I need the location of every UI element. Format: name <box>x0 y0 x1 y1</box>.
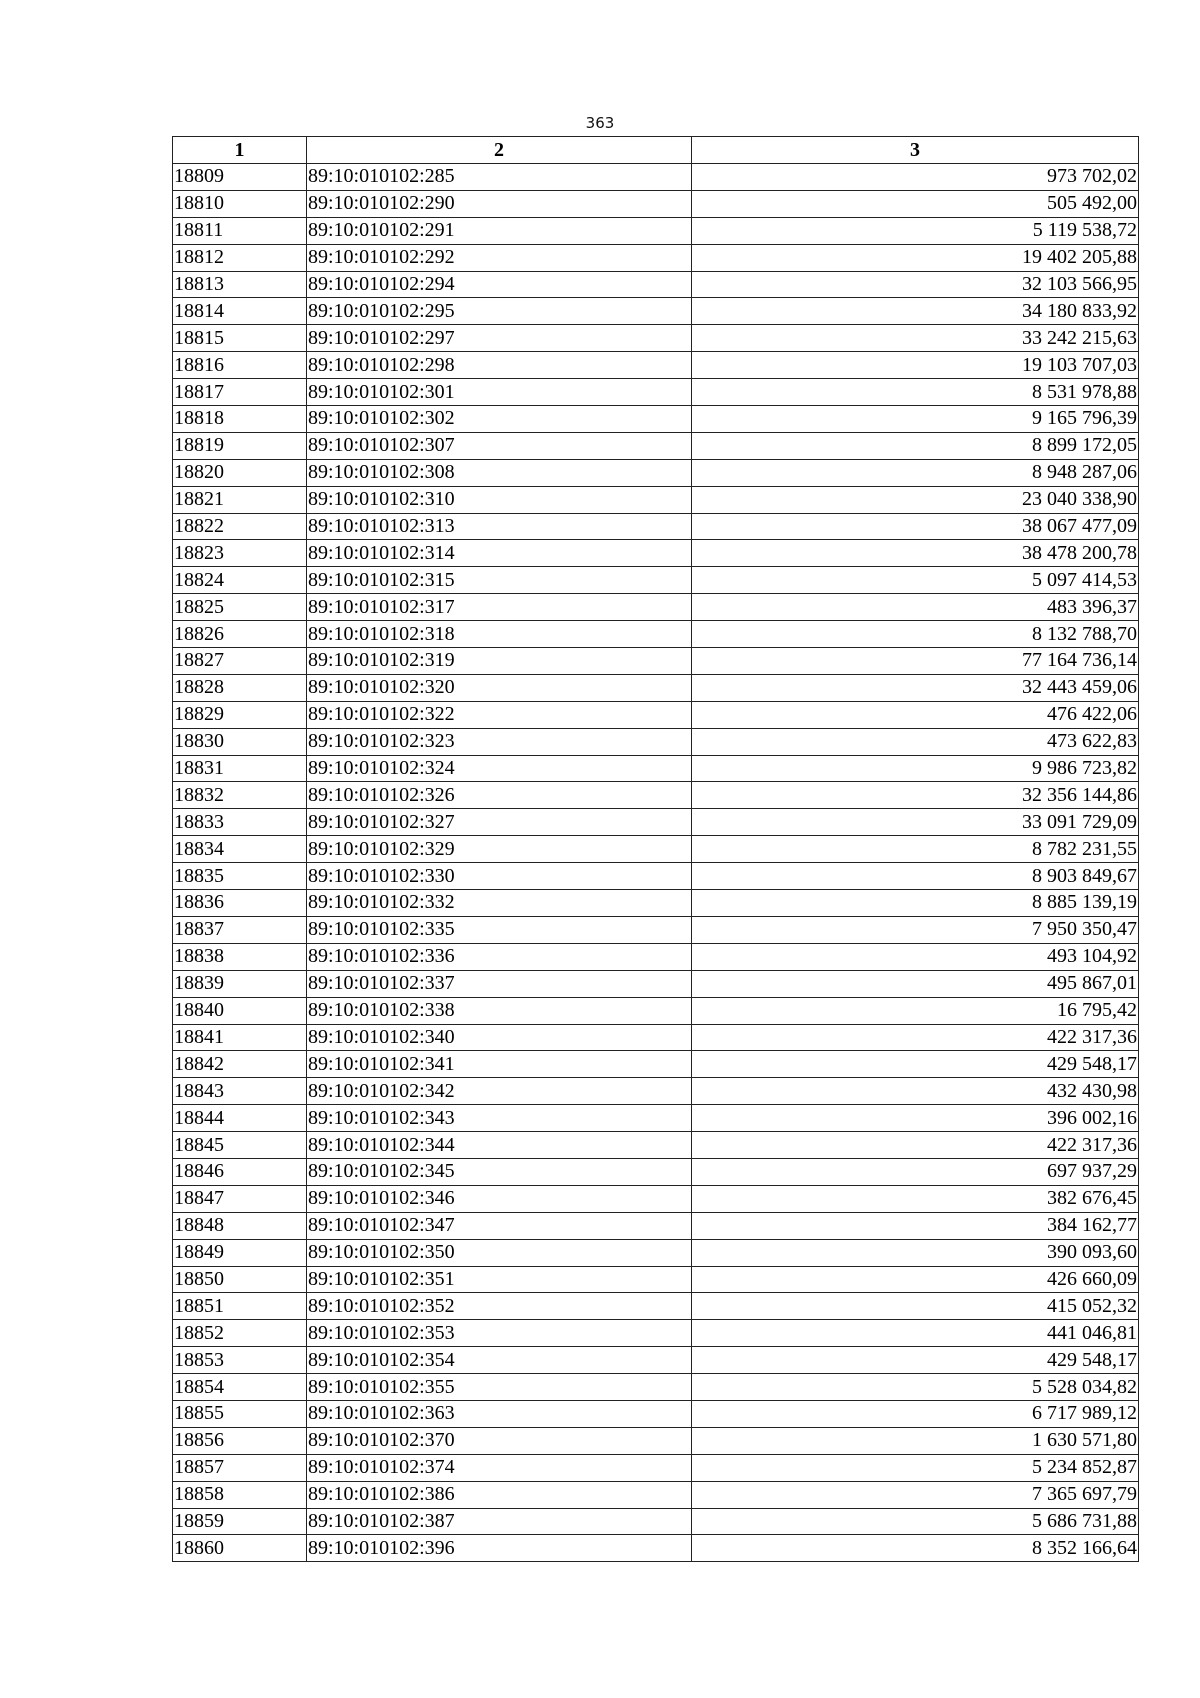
row-number-cell: 18841 <box>173 1024 307 1051</box>
cadastral-number-cell: 89:10:010102:307 <box>307 432 692 459</box>
cadastral-number-cell: 89:10:010102:370 <box>307 1427 692 1454</box>
row-number-cell: 18849 <box>173 1239 307 1266</box>
cadastral-number-cell: 89:10:010102:318 <box>307 621 692 648</box>
cadastral-number-cell: 89:10:010102:337 <box>307 970 692 997</box>
value-cell: 38 067 477,09 <box>692 513 1139 540</box>
cadastral-number-cell: 89:10:010102:352 <box>307 1293 692 1320</box>
cadastral-number-cell: 89:10:010102:319 <box>307 648 692 675</box>
value-cell: 6 717 989,12 <box>692 1400 1139 1427</box>
table-row <box>173 1400 1139 1427</box>
value-cell: 396 002,16 <box>692 1105 1139 1132</box>
table-row <box>173 755 1139 782</box>
row-number-cell: 18845 <box>173 1132 307 1159</box>
row-number-cell: 18840 <box>173 997 307 1024</box>
cadastral-number-cell: 89:10:010102:323 <box>307 728 692 755</box>
row-number-cell: 18851 <box>173 1293 307 1320</box>
table-row <box>173 379 1139 406</box>
cadastral-number-cell: 89:10:010102:341 <box>307 1051 692 1078</box>
value-cell: 1 630 571,80 <box>692 1427 1139 1454</box>
value-cell: 38 478 200,78 <box>692 540 1139 567</box>
value-cell: 422 317,36 <box>692 1024 1139 1051</box>
cadastral-number-cell: 89:10:010102:302 <box>307 406 692 433</box>
value-cell: 33 091 729,09 <box>692 809 1139 836</box>
value-cell: 493 104,92 <box>692 943 1139 970</box>
row-number-cell: 18822 <box>173 513 307 540</box>
table-row <box>173 164 1139 191</box>
cadastral-number-cell: 89:10:010102:326 <box>307 782 692 809</box>
cadastral-number-cell: 89:10:010102:322 <box>307 701 692 728</box>
page-number: 363 <box>585 114 615 132</box>
table-row <box>173 271 1139 298</box>
value-cell: 19 402 205,88 <box>692 244 1139 271</box>
table-row <box>173 1535 1139 1562</box>
column-header-1: 1 <box>173 137 307 164</box>
table-row <box>173 244 1139 271</box>
table-row <box>173 1293 1139 1320</box>
row-number-cell: 18833 <box>173 809 307 836</box>
value-cell: 7 365 697,79 <box>692 1481 1139 1508</box>
cadastral-number-cell: 89:10:010102:310 <box>307 486 692 513</box>
value-cell: 9 165 796,39 <box>692 406 1139 433</box>
value-cell: 505 492,00 <box>692 190 1139 217</box>
row-number-cell: 18825 <box>173 594 307 621</box>
value-cell: 476 422,06 <box>692 701 1139 728</box>
cadastral-number-cell: 89:10:010102:340 <box>307 1024 692 1051</box>
table-row <box>173 567 1139 594</box>
value-cell: 483 396,37 <box>692 594 1139 621</box>
value-cell: 8 531 978,88 <box>692 379 1139 406</box>
row-number-cell: 18837 <box>173 916 307 943</box>
table-body <box>173 164 1139 1562</box>
cadastral-number-cell: 89:10:010102:354 <box>307 1347 692 1374</box>
table-row <box>173 1051 1139 1078</box>
value-cell: 8 903 849,67 <box>692 863 1139 890</box>
cadastral-number-cell: 89:10:010102:329 <box>307 836 692 863</box>
cadastral-number-cell: 89:10:010102:297 <box>307 325 692 352</box>
value-cell: 23 040 338,90 <box>692 486 1139 513</box>
cadastral-number-cell: 89:10:010102:315 <box>307 567 692 594</box>
table-row <box>173 540 1139 567</box>
value-cell: 5 234 852,87 <box>692 1454 1139 1481</box>
value-cell: 9 986 723,82 <box>692 755 1139 782</box>
value-cell: 390 093,60 <box>692 1239 1139 1266</box>
value-cell: 32 103 566,95 <box>692 271 1139 298</box>
row-number-cell: 18860 <box>173 1535 307 1562</box>
cadastral-number-cell: 89:10:010102:332 <box>307 890 692 917</box>
table-row <box>173 325 1139 352</box>
row-number-cell: 18854 <box>173 1374 307 1401</box>
row-number-cell: 18816 <box>173 352 307 379</box>
value-cell: 8 948 287,06 <box>692 459 1139 486</box>
row-number-cell: 18844 <box>173 1105 307 1132</box>
value-cell: 8 132 788,70 <box>692 621 1139 648</box>
table-row <box>173 1024 1139 1051</box>
value-cell: 973 702,02 <box>692 164 1139 191</box>
value-cell: 32 356 144,86 <box>692 782 1139 809</box>
value-cell: 432 430,98 <box>692 1078 1139 1105</box>
value-cell: 495 867,01 <box>692 970 1139 997</box>
row-number-cell: 18853 <box>173 1347 307 1374</box>
row-number-cell: 18857 <box>173 1454 307 1481</box>
table-row <box>173 863 1139 890</box>
column-header-2: 2 <box>307 137 692 164</box>
table-row <box>173 1374 1139 1401</box>
cadastral-number-cell: 89:10:010102:292 <box>307 244 692 271</box>
table-row <box>173 809 1139 836</box>
value-cell: 426 660,09 <box>692 1266 1139 1293</box>
cadastral-number-cell: 89:10:010102:355 <box>307 1374 692 1401</box>
cadastral-number-cell: 89:10:010102:386 <box>307 1481 692 1508</box>
cadastral-number-cell: 89:10:010102:285 <box>307 164 692 191</box>
cadastral-number-cell: 89:10:010102:301 <box>307 379 692 406</box>
row-number-cell: 18829 <box>173 701 307 728</box>
row-number-cell: 18834 <box>173 836 307 863</box>
table-row <box>173 916 1139 943</box>
table-row <box>173 1320 1139 1347</box>
row-number-cell: 18848 <box>173 1212 307 1239</box>
cadastral-number-cell: 89:10:010102:353 <box>307 1320 692 1347</box>
table-row <box>173 674 1139 701</box>
row-number-cell: 18817 <box>173 379 307 406</box>
cadastral-number-cell: 89:10:010102:324 <box>307 755 692 782</box>
cadastral-number-cell: 89:10:010102:313 <box>307 513 692 540</box>
table-row <box>173 1347 1139 1374</box>
row-number-cell: 18821 <box>173 486 307 513</box>
value-cell: 422 317,36 <box>692 1132 1139 1159</box>
cadastral-number-cell: 89:10:010102:343 <box>307 1105 692 1132</box>
value-cell: 697 937,29 <box>692 1158 1139 1185</box>
cadastral-number-cell: 89:10:010102:396 <box>307 1535 692 1562</box>
table-row <box>173 836 1139 863</box>
table-row <box>173 486 1139 513</box>
table-row <box>173 406 1139 433</box>
table-row <box>173 782 1139 809</box>
value-cell: 7 950 350,47 <box>692 916 1139 943</box>
value-cell: 8 885 139,19 <box>692 890 1139 917</box>
table-row <box>173 1508 1139 1535</box>
cadastral-number-cell: 89:10:010102:294 <box>307 271 692 298</box>
value-cell: 382 676,45 <box>692 1185 1139 1212</box>
table-row <box>173 1427 1139 1454</box>
cadastral-number-cell: 89:10:010102:374 <box>307 1454 692 1481</box>
table-row <box>173 298 1139 325</box>
header-row <box>173 137 1139 164</box>
value-cell: 429 548,17 <box>692 1051 1139 1078</box>
row-number-cell: 18812 <box>173 244 307 271</box>
value-cell: 415 052,32 <box>692 1293 1139 1320</box>
value-cell: 16 795,42 <box>692 997 1139 1024</box>
table-row <box>173 352 1139 379</box>
data-table <box>172 136 1139 1562</box>
row-number-cell: 18852 <box>173 1320 307 1347</box>
cadastral-number-cell: 89:10:010102:298 <box>307 352 692 379</box>
row-number-cell: 18811 <box>173 217 307 244</box>
cadastral-number-cell: 89:10:010102:291 <box>307 217 692 244</box>
table-row <box>173 1132 1139 1159</box>
table-row <box>173 621 1139 648</box>
row-number-cell: 18830 <box>173 728 307 755</box>
row-number-cell: 18813 <box>173 271 307 298</box>
row-number-cell: 18847 <box>173 1185 307 1212</box>
row-number-cell: 18838 <box>173 943 307 970</box>
row-number-cell: 18826 <box>173 621 307 648</box>
row-number-cell: 18820 <box>173 459 307 486</box>
cadastral-number-cell: 89:10:010102:338 <box>307 997 692 1024</box>
cadastral-number-cell: 89:10:010102:336 <box>307 943 692 970</box>
table-row <box>173 648 1139 675</box>
row-number-cell: 18818 <box>173 406 307 433</box>
table-row <box>173 217 1139 244</box>
table-row <box>173 1266 1139 1293</box>
value-cell: 8 899 172,05 <box>692 432 1139 459</box>
table-row <box>173 997 1139 1024</box>
cadastral-number-cell: 89:10:010102:295 <box>307 298 692 325</box>
table-row <box>173 1078 1139 1105</box>
table-row <box>173 1185 1139 1212</box>
cadastral-number-cell: 89:10:010102:350 <box>307 1239 692 1266</box>
row-number-cell: 18827 <box>173 648 307 675</box>
table-row <box>173 459 1139 486</box>
value-cell: 473 622,83 <box>692 728 1139 755</box>
value-cell: 384 162,77 <box>692 1212 1139 1239</box>
cadastral-number-cell: 89:10:010102:363 <box>307 1400 692 1427</box>
row-number-cell: 18835 <box>173 863 307 890</box>
value-cell: 5 119 538,72 <box>692 217 1139 244</box>
value-cell: 19 103 707,03 <box>692 352 1139 379</box>
value-cell: 32 443 459,06 <box>692 674 1139 701</box>
row-number-cell: 18824 <box>173 567 307 594</box>
cadastral-number-cell: 89:10:010102:308 <box>307 459 692 486</box>
cadastral-number-cell: 89:10:010102:327 <box>307 809 692 836</box>
row-number-cell: 18842 <box>173 1051 307 1078</box>
table-row <box>173 970 1139 997</box>
row-number-cell: 18809 <box>173 164 307 191</box>
cadastral-number-cell: 89:10:010102:330 <box>307 863 692 890</box>
cadastral-number-cell: 89:10:010102:335 <box>307 916 692 943</box>
cadastral-number-cell: 89:10:010102:345 <box>307 1158 692 1185</box>
row-number-cell: 18836 <box>173 890 307 917</box>
cadastral-number-cell: 89:10:010102:314 <box>307 540 692 567</box>
row-number-cell: 18810 <box>173 190 307 217</box>
cadastral-number-cell: 89:10:010102:290 <box>307 190 692 217</box>
value-cell: 5 097 414,53 <box>692 567 1139 594</box>
table-row <box>173 1239 1139 1266</box>
row-number-cell: 18856 <box>173 1427 307 1454</box>
table-row <box>173 190 1139 217</box>
row-number-cell: 18819 <box>173 432 307 459</box>
value-cell: 429 548,17 <box>692 1347 1139 1374</box>
table-row <box>173 1105 1139 1132</box>
value-cell: 8 782 231,55 <box>692 836 1139 863</box>
cadastral-number-cell: 89:10:010102:320 <box>307 674 692 701</box>
row-number-cell: 18858 <box>173 1481 307 1508</box>
cadastral-number-cell: 89:10:010102:317 <box>307 594 692 621</box>
value-cell: 34 180 833,92 <box>692 298 1139 325</box>
row-number-cell: 18839 <box>173 970 307 997</box>
row-number-cell: 18832 <box>173 782 307 809</box>
table-row <box>173 594 1139 621</box>
table-row <box>173 1454 1139 1481</box>
row-number-cell: 18850 <box>173 1266 307 1293</box>
table-row <box>173 1481 1139 1508</box>
row-number-cell: 18846 <box>173 1158 307 1185</box>
table-row <box>173 513 1139 540</box>
table-row <box>173 1158 1139 1185</box>
table-row <box>173 890 1139 917</box>
value-cell: 77 164 736,14 <box>692 648 1139 675</box>
row-number-cell: 18843 <box>173 1078 307 1105</box>
cadastral-number-cell: 89:10:010102:346 <box>307 1185 692 1212</box>
value-cell: 8 352 166,64 <box>692 1535 1139 1562</box>
cadastral-number-cell: 89:10:010102:347 <box>307 1212 692 1239</box>
table-row <box>173 432 1139 459</box>
column-header-3: 3 <box>692 137 1139 164</box>
row-number-cell: 18823 <box>173 540 307 567</box>
row-number-cell: 18859 <box>173 1508 307 1535</box>
row-number-cell: 18855 <box>173 1400 307 1427</box>
table-row <box>173 701 1139 728</box>
cadastral-number-cell: 89:10:010102:387 <box>307 1508 692 1535</box>
value-cell: 33 242 215,63 <box>692 325 1139 352</box>
row-number-cell: 18815 <box>173 325 307 352</box>
cadastral-number-cell: 89:10:010102:351 <box>307 1266 692 1293</box>
cadastral-number-cell: 89:10:010102:342 <box>307 1078 692 1105</box>
value-cell: 5 686 731,88 <box>692 1508 1139 1535</box>
value-cell: 5 528 034,82 <box>692 1374 1139 1401</box>
table-row <box>173 943 1139 970</box>
table-row <box>173 728 1139 755</box>
row-number-cell: 18831 <box>173 755 307 782</box>
row-number-cell: 18814 <box>173 298 307 325</box>
cadastral-number-cell: 89:10:010102:344 <box>307 1132 692 1159</box>
value-cell: 441 046,81 <box>692 1320 1139 1347</box>
row-number-cell: 18828 <box>173 674 307 701</box>
table-row <box>173 1212 1139 1239</box>
